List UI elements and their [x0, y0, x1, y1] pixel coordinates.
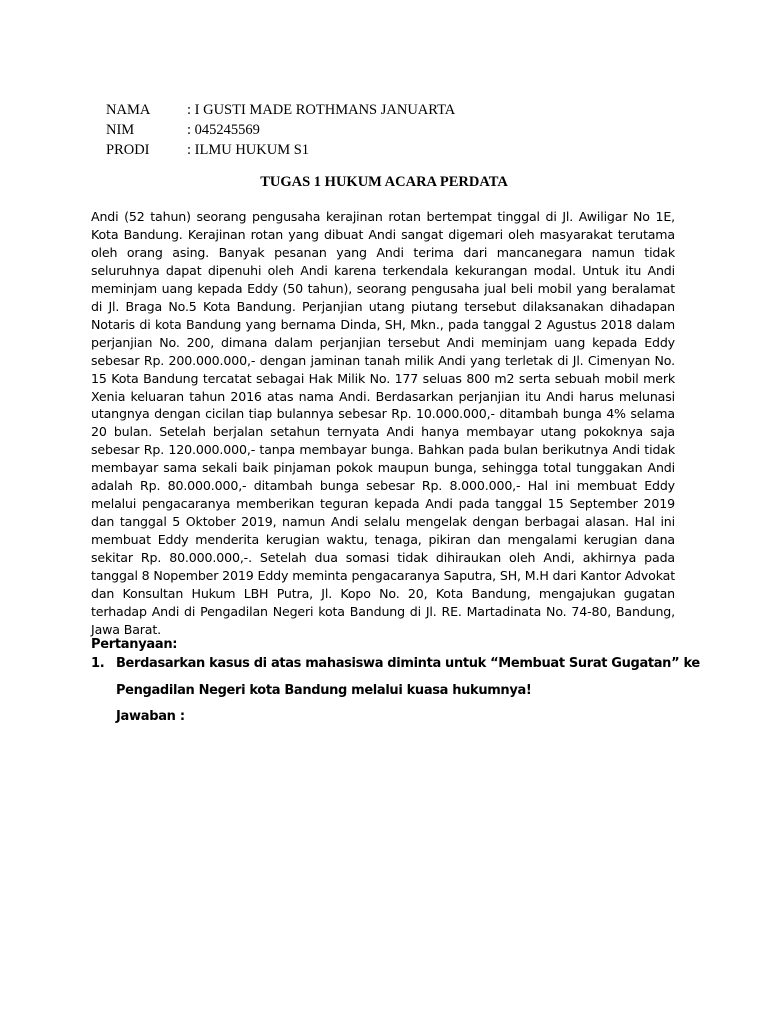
- question-text-line-2: Pengadilan Negeri kota Bandung melalui kuasa hukumnya!: [116, 683, 532, 698]
- question-text-line-1: Berdasarkan kasus di atas mahasiswa diminta untuk “Membuat Surat Gugatan” ke: [116, 656, 700, 671]
- question-number: 1.: [91, 656, 105, 671]
- nim-value: : 045245569: [187, 122, 260, 138]
- student-name-row: [106, 100, 455, 120]
- case-paragraph: Andi (52 tahun) seorang pengusaha kerajinan rotan bertempat tinggal di Jl. Awiligar No 1E, Kota Bandung. Kerajinan rotan yang dibuat Andi sangat digemari oleh masyarakat terutama oleh orang asing. Banyak pesanan yang Andi terima dari mancanegara namun tidak seluruhnya dapat dipenuhi oleh Andi karena terkendala kekurangan modal. Untuk itu Andi meminjam uang kepada Eddy (50 tahun), seorang pengusaha jual beli mobil yang beralamat di Jl. Braga No.5 Kota Bandung. Perjanjian utang piutang tersebut dilaksanakan dihadapan Notaris di kota Bandung yang bernama Dinda, SH, Mkn., pada tanggal 2 Agustus 2018 dalam perjanjian No. 200, dimana dalam perjanjian tersebut Andi meminjam uang kepada Eddy sebesar Rp. 200.000.000,- dengan jaminan tanah milik Andi yang terletak di Jl. Cimenyan No. 15 Kota Bandung tercatat sebagai Hak Milik No. 177 seluas 800 m2 serta sebuah mobil merk Xenia keluaran tahun 2016 atas nama Andi. Berdasarkan perjanjian itu Andi harus melunasi utangnya dengan cicilan tiap bulannya sebesar Rp. 10.000.000,- ditambah bunga 4% selama 20 bulan. Setelah berjalan setahun ternyata Andi hanya membayar utang pokoknya saja sebesar Rp. 120.000.000,- tanpa membayar bunga. Bahkan pada bulan berikutnya Andi tidak membayar sama sekali baik pinjaman pokok maupun bunga, sehingga total tunggakan Andi adalah Rp. 80.000.000,- ditambah bunga sebesar Rp. 8.000.000,- Hal ini membuat Eddy melalui pengacaranya memberikan teguran kepada Andi pada tanggal 15 September 2019 dan tanggal 5 Oktober 2019, namun Andi selalu mengelak dengan berbagai alasan. Hal ini membuat Eddy menderita kerugian waktu, tenaga, pikiran dan mengalami kerugian dana sekitar Rp. 80.000.000,-. Setelah dua somasi tidak dihiraukan oleh Andi, akhirnya pada tanggal 8 Nopember 2019 Eddy meminta pengacaranya Saputra, SH, M.H dari Kantor Advokat dan Konsultan Hukum LBH Putra, Jl. Kopo No. 20, Kota Bandung, mengajukan gugatan terhadap Andi di Pengadilan Negeri kota Bandung di Jl. RE. Martadinata No. 74-80, Bandung, Jawa Barat.: [91, 209, 675, 637]
- prodi-value: : ILMU HUKUM S1: [187, 142, 310, 158]
- student-prodi-row: [106, 140, 455, 160]
- name-value: : I GUSTI MADE ROTHMANS JANUARTA: [187, 102, 456, 118]
- name-label: NAMA: [106, 102, 151, 118]
- questions-heading: Pertanyaan:: [91, 637, 178, 652]
- nim-label: NIM: [106, 122, 135, 138]
- student-nim-row: [106, 120, 455, 140]
- student-info-block: [106, 100, 455, 160]
- assignment-title: TUGAS 1 HUKUM ACARA PERDATA: [260, 174, 508, 190]
- prodi-label: PRODI: [106, 142, 150, 158]
- answer-label: Jawaban :: [116, 709, 185, 724]
